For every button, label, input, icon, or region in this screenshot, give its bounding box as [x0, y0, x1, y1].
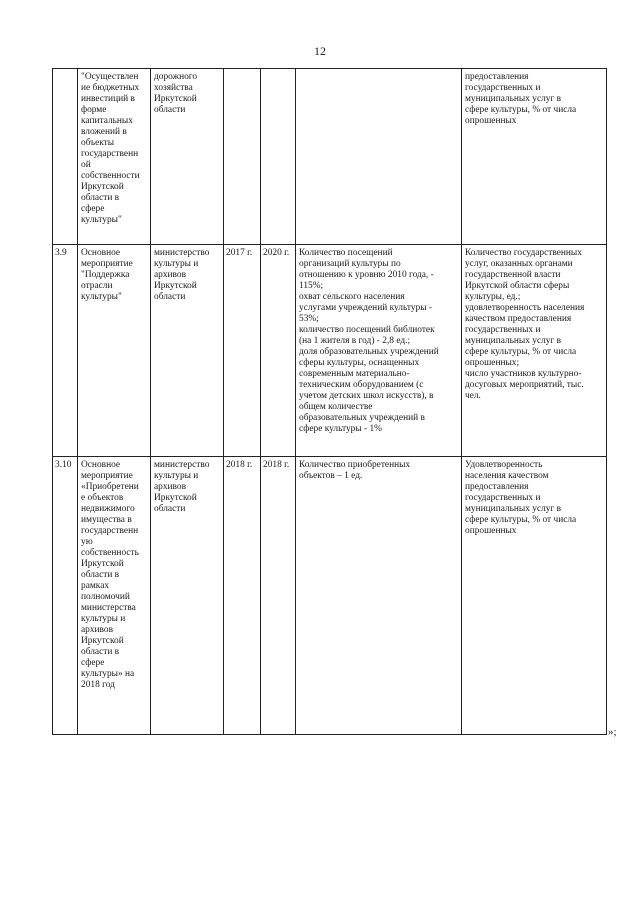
event-name-line: собственность — [81, 548, 139, 558]
event-name-line: ой — [81, 160, 91, 170]
event-name-cell — [78, 245, 151, 457]
target-indicators-line: предоставления — [465, 72, 529, 82]
event-name-line: мероприятие — [81, 259, 133, 269]
executor-cell — [151, 69, 224, 245]
indicators-line: общем количестве — [299, 402, 373, 412]
event-name-line: сфере — [81, 658, 105, 668]
target-indicators-line: государственных и — [465, 83, 541, 93]
executor-cell — [151, 457, 224, 735]
event-name-line: инвестиций в — [81, 94, 135, 104]
closing-quote-mark: »; — [608, 726, 617, 738]
target-indicators-line: государственных и — [465, 325, 541, 335]
target-indicators-cell — [462, 245, 607, 457]
executor-line: Иркутской — [154, 94, 197, 104]
executor-cell — [151, 245, 224, 457]
indicators-line: образовательных учреждений в — [299, 413, 425, 423]
event-name-line: государственн — [81, 526, 139, 536]
event-name-line: мероприятие — [81, 471, 133, 481]
executor-line: дорожного — [154, 72, 198, 82]
indicators-line: отношению к уровню 2010 года, - — [299, 270, 434, 280]
event-name-line: 2018 год — [81, 680, 115, 690]
event-name-line: культуры и — [81, 614, 126, 624]
target-indicators-line: муниципальных услуг в — [465, 336, 562, 346]
event-name-line: государственн — [81, 149, 139, 159]
event-name-line: министерства — [81, 603, 136, 613]
target-indicators-line: сфере культуры, % от числа — [465, 515, 577, 525]
executor-line: министерство — [154, 460, 210, 470]
target-indicators-line: государственной власти — [465, 270, 561, 280]
event-name-line: Иркутской — [81, 182, 124, 192]
indicators-line: доля образовательных учреждений — [299, 347, 439, 357]
executor-line: Иркутской — [154, 281, 197, 291]
executor-line: области — [154, 504, 186, 514]
target-indicators-line: предоставления — [465, 482, 529, 492]
target-indicators-line: опрошенных; — [465, 358, 520, 368]
event-name-cell — [78, 457, 151, 735]
indicators-line: 53%; — [299, 314, 319, 324]
target-indicators-line: муниципальных услуг в — [465, 94, 562, 104]
executor-line: архивов — [154, 482, 187, 492]
row-number-cell — [53, 245, 78, 457]
event-name-line: ие бюджетных — [81, 83, 140, 93]
target-indicators-line: удовлетворенность населения — [465, 303, 585, 313]
indicators-line: техническим оборудованием (с — [299, 380, 424, 390]
indicators-line: организаций культуры по — [299, 259, 401, 269]
start-year: 2018 г. — [226, 460, 253, 470]
event-name-line: архивов — [81, 625, 114, 635]
end-year-cell — [261, 245, 296, 457]
target-indicators-line: чел. — [465, 391, 481, 401]
end-year: 2020 г. — [263, 248, 290, 258]
target-indicators-line: Иркутской области сферы — [465, 281, 570, 291]
executor-line: культуры и — [154, 259, 199, 269]
event-name-line: "Осуществлен — [81, 72, 139, 82]
indicators-line: услугами учреждений культуры - — [299, 303, 432, 313]
target-indicators-cell — [462, 69, 607, 245]
event-name-line: сфере — [81, 204, 105, 214]
event-name-line: культуры" — [81, 292, 122, 302]
executor-line: Иркутской — [154, 493, 197, 503]
target-indicators-line: населения качеством — [465, 471, 549, 481]
event-name-line: собственности — [81, 171, 140, 181]
end-year: 2018 г. — [263, 460, 290, 470]
end-year-cell — [261, 457, 296, 735]
event-name-line: области в — [81, 647, 120, 657]
indicators-line: (на 1 жителя в год) - 2,8 ед.; — [299, 336, 411, 346]
page-number: 12 — [314, 44, 326, 58]
indicators-cell — [296, 69, 462, 245]
indicators-line: сфере культуры - 1% — [299, 424, 382, 434]
target-indicators-line: досуговых мероприятий, тыс. — [465, 380, 584, 390]
indicators-line: современным материально- — [299, 369, 410, 379]
target-indicators-line: Количество государственных — [465, 248, 582, 258]
target-indicators-line: качеством предоставления — [465, 314, 572, 324]
row-number-cell — [53, 457, 78, 735]
start-year-cell — [224, 457, 261, 735]
row-number: 3.9 — [55, 248, 67, 258]
target-indicators-line: опрошенных — [465, 116, 517, 126]
indicators-line: количество посещений библиотек — [299, 325, 435, 335]
program-table — [52, 68, 607, 735]
event-name-line: области в — [81, 570, 120, 580]
table-row — [53, 245, 607, 457]
start-year: 2017 г. — [226, 248, 253, 258]
row-number: 3.10 — [55, 460, 72, 470]
event-name-line: Основное — [81, 460, 121, 470]
target-indicators-line: Удовлетворенность — [465, 460, 543, 470]
indicators-line: Количество приобретенных — [299, 460, 411, 470]
event-name-line: культуры» на — [81, 669, 135, 679]
target-indicators-line: число участников культурно- — [465, 369, 582, 379]
event-name-line: объекты — [81, 138, 115, 148]
event-name-line: капитальных — [81, 116, 133, 126]
target-indicators-line: культуры, ед.; — [465, 292, 521, 302]
indicators-line: сферы культуры, оснащенных — [299, 358, 420, 368]
event-name-line: "Поддержка — [81, 270, 130, 280]
event-name-line: культуры" — [81, 215, 122, 225]
indicators-line: учетом детских школ искусств), в — [299, 391, 434, 401]
indicators-line: Количество посещений — [299, 248, 393, 258]
executor-line: хозяйства — [154, 83, 193, 93]
target-indicators-line: услуг, оказанных органами — [465, 259, 573, 269]
executor-line: министерство — [154, 248, 210, 258]
event-name-line: вложений в — [81, 127, 127, 137]
table-row — [53, 457, 607, 735]
indicators-line: объектов – 1 ед. — [299, 471, 363, 481]
executor-line: области — [154, 292, 186, 302]
event-name-line: полномочий — [81, 592, 130, 602]
target-indicators-line: сфере культуры, % от числа — [465, 105, 577, 115]
event-name-line: области в — [81, 193, 120, 203]
end-year-cell — [261, 69, 296, 245]
event-name-line: е объектов — [81, 493, 124, 503]
event-name-line: Иркутской — [81, 636, 124, 646]
target-indicators-line: муниципальных услуг в — [465, 504, 562, 514]
start-year-cell — [224, 69, 261, 245]
event-name-line: Основное — [81, 248, 121, 258]
executor-line: архивов — [154, 270, 187, 280]
event-name-cell — [78, 69, 151, 245]
event-name-line: форме — [81, 105, 107, 115]
event-name-line: недвижимого — [81, 504, 135, 514]
indicators-cell — [296, 245, 462, 457]
start-year-cell — [224, 245, 261, 457]
row-number-cell — [53, 69, 78, 245]
executor-line: культуры и — [154, 471, 199, 481]
target-indicators-line: опрошенных — [465, 526, 517, 536]
executor-line: области — [154, 105, 186, 115]
target-indicators-cell — [462, 457, 607, 735]
indicators-line: охват сельского населения — [299, 292, 405, 302]
event-name-line: «Приобретени — [81, 482, 139, 492]
table-row — [53, 69, 607, 245]
event-name-line: рамках — [81, 581, 110, 591]
event-name-line: ую — [81, 537, 93, 547]
target-indicators-line: государственных и — [465, 493, 541, 503]
target-indicators-line: сфере культуры, % от числа — [465, 347, 577, 357]
event-name-line: Иркутской — [81, 559, 124, 569]
indicators-cell — [296, 457, 462, 735]
event-name-line: имущества в — [81, 515, 132, 525]
event-name-line: отрасли — [81, 281, 113, 291]
indicators-line: 115%; — [299, 281, 324, 291]
